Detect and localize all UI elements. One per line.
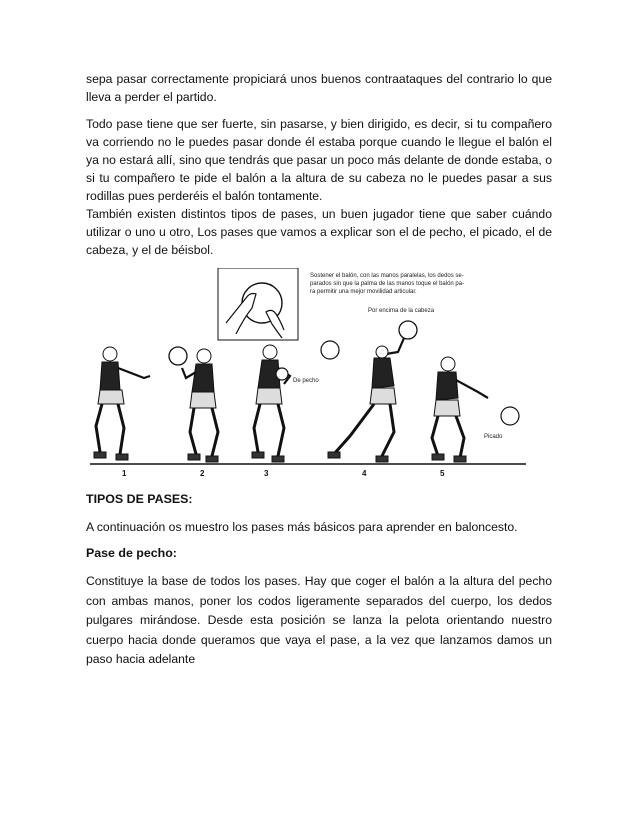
player-figure-2 — [169, 347, 218, 462]
label-chest-pass: De pecho — [293, 378, 319, 384]
figure-caption-line-3: ra permitir una mejor movilidad articular. — [310, 289, 417, 295]
label-bounce-pass: Picado — [484, 434, 503, 440]
section-title: TIPOS DE PASES: — [86, 492, 193, 506]
ball-in-flight — [321, 341, 339, 359]
chest-pass-description: Constituye la base de todos los pases. Hay que coger el balón a la altura del pecho con ambas manos, poner los codos ligeramente separados del cuerpo, los dedos pulgares mirándose. Desde esta posición se lanza la pelota orientando nuestro cuerpo hacia donde queramos que vaya el pase, a la vez que lanzamos damos un paso hacia adelante — [86, 574, 552, 666]
paragraph-pass-quality: Todo pase tiene que ser fuerte, sin pasarse, y bien dirigido, es decir, si tu compañero va corriendo no le puedes pasar donde él estaba porque cuando le llegue el balón el ya no estará allí, sino que tendrás que pasar un poco más delante de donde estaba, o si tu compañero te pide el balón a la altura de su cabeza no le puedes pasar a sus rodillas pues perderéis el balón tontamente. — [86, 117, 552, 203]
passes-illustration — [86, 268, 554, 478]
step-number-4: 4 — [362, 469, 367, 478]
step-number-2: 2 — [200, 469, 205, 478]
step-number-1: 1 — [122, 469, 127, 478]
label-overhead-pass: Por encima de la cabeza — [368, 308, 435, 314]
step-number-5: 5 — [440, 469, 445, 478]
player-figure-3 — [252, 345, 290, 462]
section-intro: A continuación os muestro los pases más básicos para aprender en baloncesto. — [86, 520, 518, 534]
step-number-3: 3 — [264, 469, 269, 478]
hands-on-ball-inset — [218, 268, 298, 340]
player-figure-5 — [432, 357, 519, 462]
subsection-title: Pase de pecho: — [86, 546, 177, 560]
figure-caption-line-1: Sostener el balón, con las manos paralelas, los dedos se- — [310, 273, 464, 279]
player-figure-4 — [328, 321, 417, 462]
player-figure-1 — [94, 347, 150, 460]
figure-caption-line-2: parados sin que la palma de las manos toque el balón pa- — [310, 281, 465, 287]
paragraph-intro: sepa pasar correctamente propiciará unos buenos contraataques del contrario lo que lleva a perder el partido. — [86, 72, 552, 104]
paragraph-pass-types: También existen distintos tipos de pases, un buen jugador tiene que saber cuándo utilizar o uno u otro, Los pases que vamos a explicar son el de pecho, el picado, el de cabeza, y el de béisbol. — [86, 207, 552, 257]
